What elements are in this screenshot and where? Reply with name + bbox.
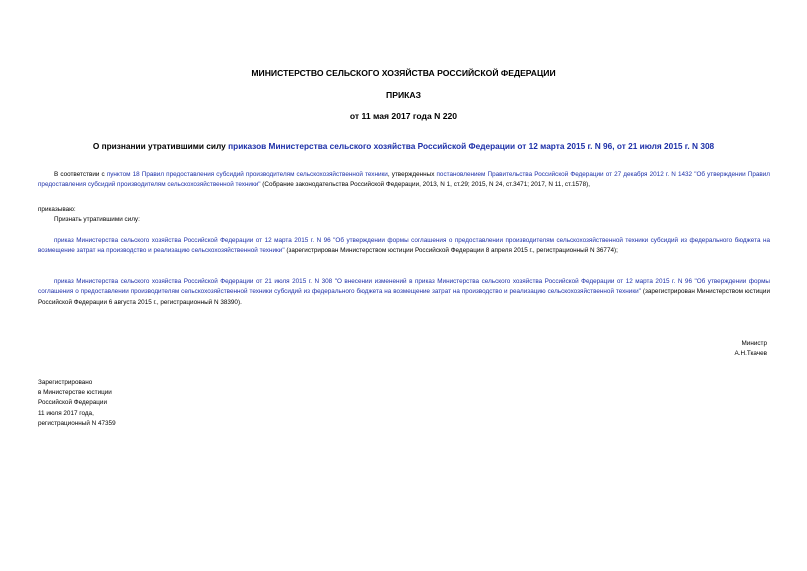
preamble-text-1: В соответствии с: [54, 171, 107, 178]
signature-name: А.Н.Ткачев: [734, 350, 767, 357]
order-96-link[interactable]: приказ Министерства сельского хозяйства Российской Федерации от 12 марта 2015 г. N 96 "Об утверждении формы соглашения о предоставлении производителям сельскохозяйственной техники субсидий из федерального бюджета на возмещение затрат на производство и реализацию сельскохозяйственной техники": [38, 237, 770, 255]
registration-line-3: Российской Федерации: [38, 399, 107, 407]
document-title: [20, 141, 787, 152]
registration-block: [38, 378, 116, 429]
registration-line-5: регистрационный N 47359: [38, 419, 116, 427]
preamble-paragraph: [38, 170, 770, 191]
order-308-link[interactable]: приказ Министерства сельского хозяйства Российской Федерации от 21 июля 2015 г. N 308 "О внесении изменений в приказ Министерства сельского хозяйства Российской Федерации от 12 марта 2015 г. N 96 "Об утверждении формы соглашения о предоставлении производителям сельскохозяйственной техники субсидий из федерального бюджета на возмещение затрат на производство и реализацию сельскохозяйственной техники": [38, 278, 770, 296]
document-title-text: О признании утратившими силу: [92, 141, 229, 151]
registration-line-2: в Министерстве юстиции: [38, 389, 112, 397]
repealed-order-item-1: [38, 236, 770, 257]
registration-line-1: Зарегистрировано: [38, 379, 93, 386]
declare-invalid-text: Признать утратившими силу:: [54, 216, 140, 223]
ministry-heading: МИНИСТЕРСТВО СЕЛЬСКОГО ХОЗЯЙСТВА РОССИЙСКОЙ ФЕДЕРАЦИИ: [251, 68, 556, 78]
repealed-order-item-2: [38, 277, 770, 308]
preamble-text-3: (Собрание законодательства Российской Федерации, 2013, N 1, ст.29; 2015, N 24, ст.3471; 2017, N 11, ст.1578),: [260, 181, 590, 189]
document-type-heading: ПРИКАЗ: [386, 90, 421, 100]
document-date-number: от 11 мая 2017 года N 220: [349, 111, 458, 121]
order-word: приказываю:: [38, 206, 76, 213]
signature-position: Министр: [741, 340, 767, 347]
order-308-registration: (зарегистрирован Министерством юстиции Российской Федерации 6 августа 2015 г., регистрационный N 38390).: [38, 288, 770, 306]
registration-line-4: 11 июля 2017 года,: [38, 409, 94, 417]
government-resolution-link[interactable]: постановлением Правительства Российской Федерации от 27 декабря 2012 г. N 1432 "Об утверждении Правил предоставления субсидий производителям сельскохозяйственной техники": [38, 171, 770, 189]
order-96-registration: (зарегистрирован Министерством юстиции Российской Федерации 8 апреля 2015 г., регистрационный N 36774);: [284, 247, 618, 255]
preamble-text-2: , утвержденных: [387, 171, 437, 178]
document-title-link[interactable]: приказов Министерства сельского хозяйства Российской Федерации от 12 марта 2015 г. N 96, от 21 июля 2015 г. N 308: [228, 141, 715, 151]
rules-point-18-link[interactable]: пунктом 18 Правил предоставления субсидий производителям сельскохозяйственной техники: [106, 171, 388, 178]
